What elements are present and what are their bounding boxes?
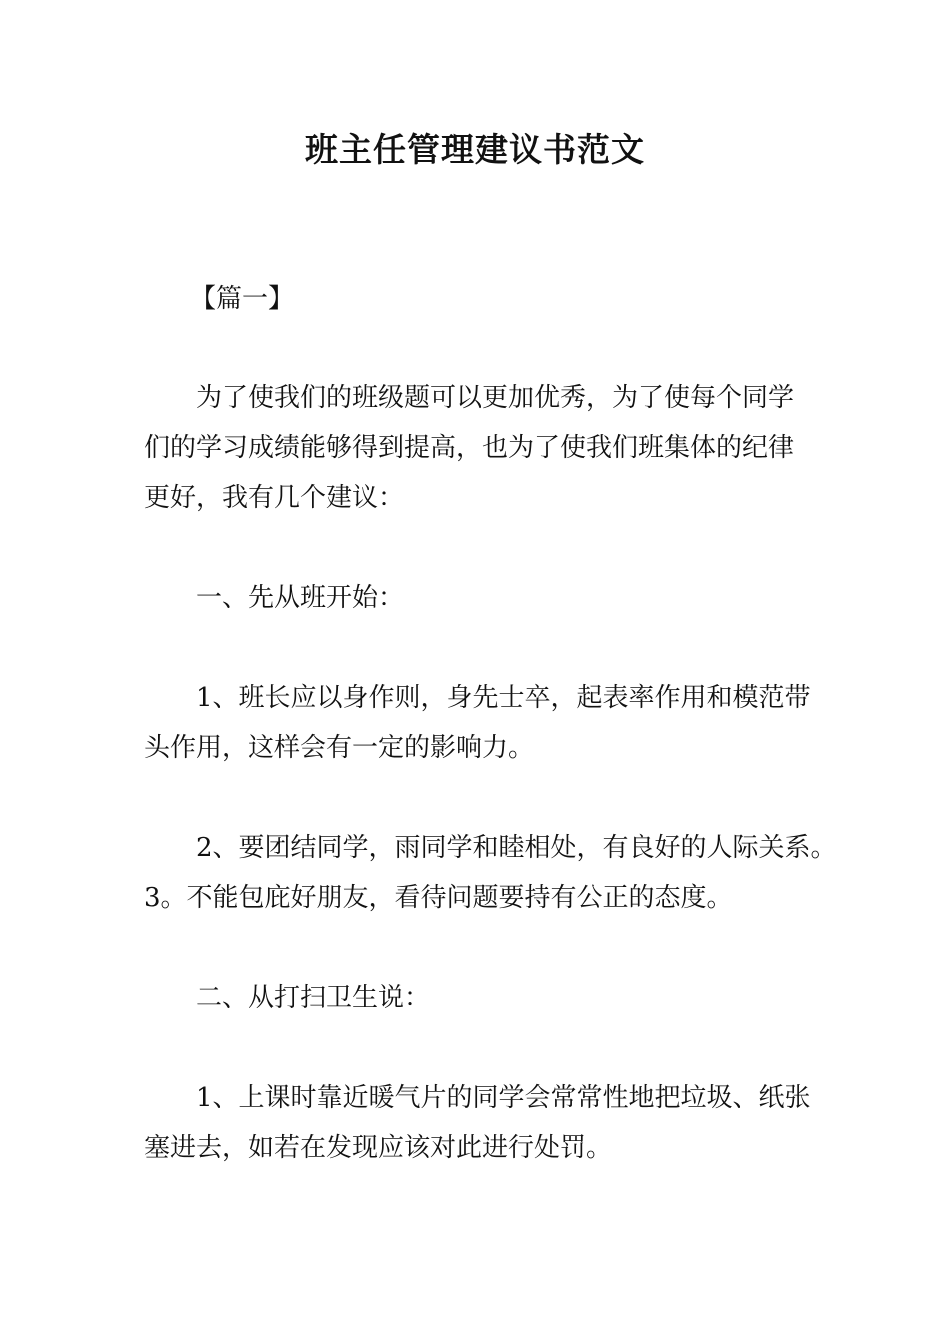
document-title: 班主任管理建议书范文 [305,130,645,169]
item-1-1-line-2: 头作用，这样会有一定的影响力。 [144,733,535,763]
section-tag: 【篇一】 [190,284,295,314]
intro-line-3: 更好，我有几个建议： [144,483,405,513]
intro-line-1: 为了使我们的班级题可以更加优秀，为了使每个同学 [196,383,795,413]
heading-1: 一、先从班开始： [196,583,405,613]
item-2-1-line-1: 1、上课时靠近暖气片的同学会常常性地把垃圾、纸张 [196,1083,811,1113]
item-2-1-line-2: 塞进去，如若在发现应该对此进行处罚。 [144,1133,613,1163]
item-1-2: 2、要团结同学，雨同学和睦相处，有良好的人际关系。 [196,833,837,863]
item-1-1-line-1: 1、班长应以身作则，身先士卒，起表率作用和模范带 [196,683,811,713]
heading-2: 二、从打扫卫生说： [196,983,431,1013]
intro-line-2: 们的学习成绩能够得到提高，也为了使我们班集体的纪律 [144,433,795,463]
item-1-3: 3。不能包庇好朋友，看待问题要持有公正的态度。 [144,883,733,913]
